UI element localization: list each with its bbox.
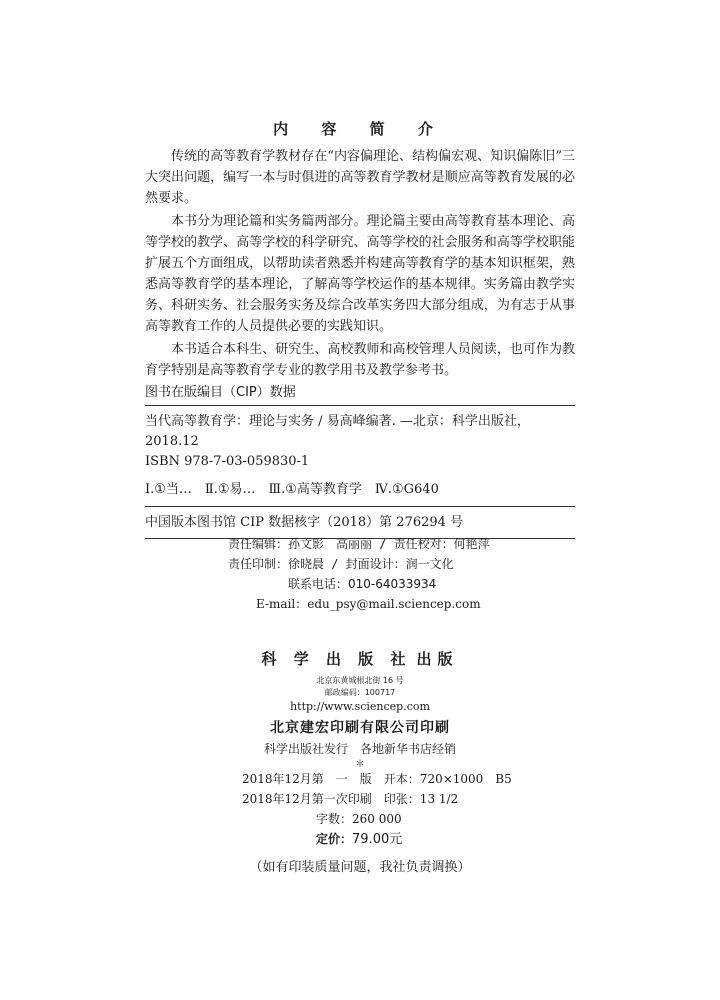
distribution-line: 科学出版社发行 各地新华书店经销 — [263, 742, 456, 756]
cip-classification: Ⅰ.①当… Ⅱ.①易… Ⅲ.①高等教育学 Ⅳ.①G640 — [145, 482, 439, 497]
publisher-website: http://www.sciencep.com — [290, 700, 430, 713]
cip-verification: 中国版本图书馆 CIP 数据核字（2018）第 276294 号 — [145, 507, 575, 539]
cip-title-line: 当代高等教育学：理论与实务 / 易高峰编著. —北京：科学出版社， — [145, 414, 530, 429]
cip-date-line: 2018.12 — [145, 434, 199, 449]
cip-heading: 图书在版编目（CIP）数据 — [145, 381, 575, 406]
separator-mark: ＊ — [355, 759, 365, 770]
intro-paragraph-1: 传统的高等教育学教材存在“内容偏理论、结构偏宏观、知识偏陈旧”三大突出问题，编写一本与时俱进的高等教育学教材是顺应高等教育发展的必然要求。 — [145, 149, 575, 206]
publisher-name-line — [0, 648, 720, 669]
printing-credit: 责任印制：徐晓晨 / 封面设计：润一文化 — [228, 557, 454, 571]
publisher-logo-name: 科 学 出 版 社 — [261, 650, 412, 668]
contact-phone: 联系电话：010-64033934 — [288, 577, 437, 591]
edition-info: 2018年12月第 一 版 开本：720×1000 B5 — [242, 772, 512, 786]
cip-block — [145, 381, 575, 539]
quality-notice: （如有印装质量问题，我社负责调换） — [249, 860, 471, 875]
intro-title: 内 容 简 介 — [273, 120, 447, 138]
cip-isbn: ISBN 978-7-03-059830-1 — [145, 454, 310, 469]
price-value: 79.00元 — [352, 832, 403, 847]
publisher-name-suffix: 出版 — [416, 650, 459, 668]
publisher-postcode: 邮政编码：100717 — [324, 688, 396, 697]
publisher-address: 北京东黄城根北街 16 号 — [316, 676, 404, 685]
printer-name: 北京建宏印刷有限公司印刷 — [270, 720, 450, 736]
price-line — [316, 830, 402, 849]
cip-record — [145, 406, 575, 507]
intro-paragraph-2: 本书分为理论篇和实务篇两部分。理论篇主要由高等教育基本理论、高等学校的教学、高等学校的科学研究、高等学校的社会服务和高等学校职能扩展五个方面组成，以帮助读者熟悉并构建高等教育学的基本知识框架，熟悉高等教育学的基本理论，了解高等学校运作的基本规律。实务篇由教学实务、科研实务、社会服务实务及综合改革实务四大部分组成，为有志于从事高等教育工作的人员提供必要的实践知识。 — [145, 214, 575, 334]
price-label: 定价： — [316, 832, 353, 846]
print-info: 2018年12月第一次印刷 印张：13 1/2 — [242, 792, 459, 806]
contact-email: E-mail：edu_psy@mail.sciencep.com — [256, 597, 481, 611]
word-count: 字数：260 000 — [316, 812, 402, 826]
intro-section — [145, 146, 575, 383]
intro-paragraph-3: 本书适合本科生、研究生、高校教师和高校管理人员阅读，也可作为教育学特别是高等教育学专业的教学用书及教学参考书。 — [145, 342, 575, 378]
editor-credit: 责任编辑：孙文影 高丽丽 / 责任校对：何艳萍 — [228, 537, 490, 551]
publisher-block — [0, 648, 720, 771]
